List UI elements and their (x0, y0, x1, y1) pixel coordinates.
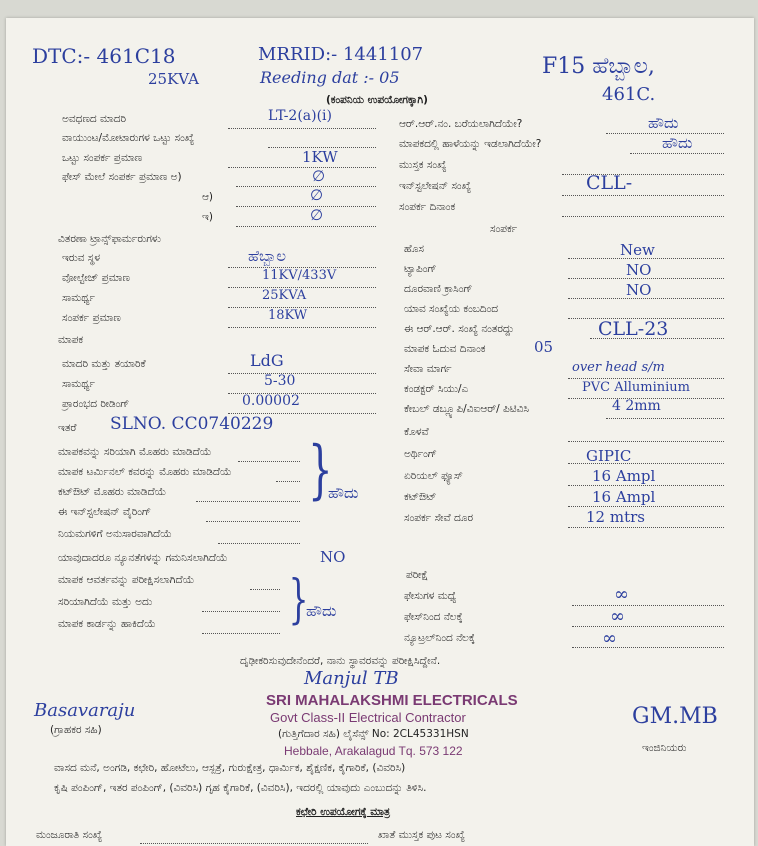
premises-types-line-1: ವಾಸದ ಮನೆ, ಅಂಗಡಿ, ಕಛೇರಿ, ಹೋಟೆಲು, ಆಸ್ಪತ್ರೆ, ಗುರುಕ್ಷೇತ್ರ, ಧಾರ್ಮಿಕ, ಶೈಕ್ಷಣಿಕ, ಕೈಗಾರಿಕೆ, (ವಿವರಿಸಿ) (54, 762, 406, 774)
application-form-page (6, 18, 754, 846)
right-value-18: 16 Ampl (592, 488, 656, 506)
left-label-3: ಫೇಸ್ ಮೇಲೆ ಸಂಪರ್ಕ ಪ್ರಮಾಣ ಅ) (62, 171, 182, 183)
feeder-code-handwritten: 461C. (602, 84, 656, 105)
right-value-17: 16 Ampl (592, 467, 656, 485)
left-value-21: NO (320, 548, 346, 566)
left-label-8: ವೋಲ್ಟೇಜ್ ಪ್ರಮಾಣ (62, 272, 130, 284)
right-label-14: ಕೇಬಲ್ ಡಬ್ಲ್ಯೂಪಿ/ವಿಐಆರ್/ ಪಿಟಿವಿಸಿ (404, 403, 529, 415)
right-value-7: NO (626, 261, 652, 279)
left-label-24: ಮಾಪಕ ಕಾರ್ಡನ್ನು ಹಾಕಿದೆಯೆ (58, 618, 156, 630)
left-label-1: ವಾಯುಂಟ/ಮೋಟಾರುಗಳ ಒಟ್ಟು ಸಂಖ್ಯೆ (62, 132, 195, 144)
engineer-signature-label: ಇಂಜಿನಿಯರು (642, 742, 687, 754)
left-value-5: ∅ (310, 206, 324, 224)
left-line-16 (238, 461, 300, 462)
left-value-14: 0.00002 (242, 393, 300, 409)
right-label-11: ಮಾಪಕ ಓದುವ ದಿನಾಂಕ (404, 343, 486, 355)
sanction-number-line (140, 843, 368, 844)
left-line-20 (218, 543, 300, 544)
right-label-13: ಕಂಡಕ್ಟರ್ ಸಿಯು/ಎ (404, 383, 469, 395)
left-value-15: SLNO. CC0740229 (110, 414, 274, 434)
left-line-22 (250, 589, 280, 590)
left-line-10 (228, 327, 376, 328)
right-value-24: ∞ (602, 628, 617, 649)
right-value-0: ಹೌದು (648, 114, 679, 132)
right-label-9: ಯಾವ ಸಂಖ್ಯೆಯ ಕಂಬದಿಂದ (404, 303, 499, 315)
applicant-signature: Basavaraju (34, 700, 136, 721)
left-value-10: 18KW (268, 308, 308, 323)
right-label-16: ಅರ್ಥಿಂಗ್ (404, 448, 437, 460)
applicant-signature-label: (ಗ್ರಾಹಕರ ಸಹಿ) (50, 724, 102, 736)
right-line-12 (568, 378, 724, 379)
left-label-2: ಒಟ್ಟು ಸಂಪರ್ಕ ಪ್ರಮಾಣ (62, 152, 143, 164)
right-line-4 (562, 216, 724, 217)
right-line-19 (568, 527, 724, 528)
right-value-8: NO (626, 281, 652, 299)
left-label-17: ಮಾಪಕ ಟರ್ಮಿನಲ್ ಕವರನ್ನು ಮೊಹರು ಮಾಡಿದೆಯೆ (58, 466, 232, 478)
right-label-2: ಮುಸ್ತಕ ಸಂಖ್ಯೆ (399, 159, 447, 171)
left-label-7: ಇರುವ ಸ್ಥಳ (62, 252, 101, 264)
left-label-4: ಆ) (202, 191, 214, 203)
left-label-5: ಇ) (202, 211, 213, 223)
stamp-address: Hebbale, Arakalagud Tq. 573 122 (284, 744, 463, 758)
left-value-3: ∅ (312, 167, 326, 185)
left-label-6: ವಿತರಣಾ ಟ್ರಾನ್ಸ್‌ಫಾರ್ಮರುಗಳು (58, 233, 161, 245)
right-line-14 (606, 418, 724, 419)
reading-date-handwritten: Reeding dat :- 05 (260, 68, 400, 87)
left-value-12: LdG (250, 351, 284, 370)
contractor-signature-label: (ಗುತ್ತಿಗೆದಾರ ಸಹಿ) ಲೈಸೆನ್ಸ್ No: 2CL45331HSN (278, 728, 469, 740)
right-value-13: PVC Alluminium (582, 380, 691, 395)
right-value-14: 4 2mm (612, 398, 661, 414)
sanction-number-label: ಮಂಜೂರಾತಿ ಸಂಖ್ಯೆ (36, 829, 103, 841)
left-label-12: ಮಾದರಿ ಮತ್ತು ತಯಾರಿಕೆ (62, 358, 146, 370)
certification-text: ದೃಢೀಕರಿಸುವುದೇನೆಂದರೆ, ನಾನು ಸ್ಥಾವರವನ್ನು ಪರೀಕ್ಷಿಸಿದ್ದೇನೆ. (240, 655, 441, 667)
right-value-1: ಹೌದು (662, 134, 693, 152)
right-value-16: GIPIC (586, 447, 632, 465)
left-value-2: 1KW (302, 148, 338, 166)
left-line-12 (228, 373, 376, 374)
right-line-18 (568, 506, 724, 507)
right-label-19: ಸಂಪರ್ಕ ಸೇವೆ ದೂರ (404, 512, 474, 524)
right-line-15 (568, 441, 724, 442)
left-value-7: ಹೆಬ್ಬಾಲ (248, 247, 286, 265)
brace-2-icon: } (288, 570, 309, 630)
left-line-2 (228, 167, 376, 168)
brace-yes-2: ಹೌದು (306, 602, 337, 620)
right-label-4: ಸಂಪರ್ಕ ದಿನಾಂಕ (399, 201, 456, 213)
right-label-0: ಆರ್.ಆರ್.ನಂ. ಬರೆಯಲಾಗಿದೆಯೇ? (399, 118, 523, 130)
right-label-18: ಕಟ್‌ಔಟ್ (404, 491, 437, 503)
right-value-23: ∞ (610, 606, 625, 627)
left-label-9: ಸಾಮರ್ಥ್ಯ (62, 292, 95, 304)
left-line-24 (202, 633, 280, 634)
right-label-23: ಫೇಸ್‌ನಿಂದ ನೆಲಕ್ಕೆ (404, 611, 463, 623)
left-value-8: 11KV/433V (262, 268, 337, 283)
left-label-16: ಮಾಪಕವನ್ನು ಸರಿಯಾಗಿ ಮೊಹರು ಮಾಡಿದೆಯೆ (58, 446, 212, 458)
right-label-22: ಫೇಸುಗಳ ಮಧ್ಯೆ (404, 590, 457, 602)
left-label-20: ನಿಯಮಗಳಿಗೆ ಅನುಸಾರವಾಗಿದೆಯೆ (58, 528, 172, 540)
right-line-22 (572, 605, 724, 606)
capacity-handwritten: 25KVA (148, 70, 199, 88)
ledger-page-label: ಖಾತೆ ಮುಸ್ತಕ ಪುಟ ಸಂಖ್ಯೆ (378, 829, 466, 841)
left-label-14: ಪ್ರಾರಂಭದ ರೀಡಿಂಗ್ (62, 398, 130, 410)
left-label-0: ಅವಧಣದ ಮಾದರಿ (62, 113, 127, 125)
engineer-signature: GM.MB (632, 704, 718, 729)
left-line-3 (236, 186, 376, 187)
right-value-10: CLL-23 (598, 318, 669, 340)
left-line-0 (228, 128, 376, 129)
brace-1-icon: } (308, 433, 333, 507)
right-value-22: ∞ (614, 584, 629, 605)
right-label-7: ಟ್ಯಾಪಿಂಗ್ (404, 263, 437, 275)
left-label-15: ಇತರೆ (58, 422, 77, 434)
left-label-21: ಯಾವುದಾದರೂ ನ್ಯೂನತೆಗಳನ್ನು ಗಮನಿಸಲಾಗಿದೆಯೆ (58, 552, 228, 564)
left-line-17 (276, 481, 300, 482)
rrid-handwritten: MRRID:- 1441107 (258, 44, 424, 65)
contractor-signature: Manjul TB (304, 668, 399, 689)
right-line-1 (630, 153, 724, 154)
right-value-3: CLL- (586, 172, 633, 194)
left-label-10: ಸಂಪರ್ಕ ಪ್ರಮಾಣ (62, 312, 121, 324)
premises-types-line-2: ಕೃಷಿ ಪಂಪಿಂಗ್, ಇತರ ಪಂಪಿಂಗ್, (ವಿವರಿಸಿ) ಗೃಹ ಕೈಗಾರಿಕೆ, (ವಿವರಿಸಿ), ಇದರಲ್ಲಿ ಯಾವುದು ಎಂಬುದನ್ನು ತಿಳಿಸಿ. (54, 782, 427, 794)
left-value-13: 5-30 (264, 373, 296, 389)
right-label-10: ಈ ಆರ್.ಆರ್. ಸಂಖ್ಯೆ ನಂತರದ್ದು (404, 323, 515, 335)
brace-yes-1: ಹೌದು (328, 484, 359, 502)
right-value-12: over head s/m (572, 360, 665, 375)
right-label-17: ಏರಿಯಲ್ ಫ್ಯೂಸ್ (404, 470, 463, 482)
right-label-6: ಹೊಸ (404, 243, 424, 255)
right-label-8: ದೂರವಾಣಿ ಕ್ರಾಸಿಂಗ್ (404, 283, 473, 295)
left-line-23 (202, 611, 280, 612)
right-label-21: ಪರೀಕ್ಷೆ (406, 569, 429, 581)
left-value-0: LT-2(a)(i) (268, 108, 332, 124)
right-label-1: ಮಾಪಕದಲ್ಲಿ ಹಾಳೆಯನ್ನು ಇಡಲಾಗಿದೆಯೇ? (399, 138, 542, 150)
right-label-3: ಇನ್‌ಸ್ಟಲೇಷನ್ ಸಂಖ್ಯೆ (399, 180, 472, 192)
stamp-firm-name: SRI MAHALAKSHMI ELECTRICALS (266, 692, 518, 709)
office-use-heading: (ಕಂಪನಿಯ ಉಪಯೋಗಕ್ಕಾಗಿ) (326, 94, 428, 106)
office-use-only-heading: ಕಛೇರಿ ಉಪಯೋಗಕ್ಕೆ ಮಾತ್ರ (296, 806, 391, 818)
right-label-12: ಸೇವಾ ಮಾರ್ಗ (404, 363, 452, 375)
stamp-contractor-class: Govt Class-II Electrical Contractor (270, 710, 466, 725)
right-value-6: New (620, 241, 655, 259)
left-line-19 (206, 521, 300, 522)
right-line-3 (562, 195, 724, 196)
right-label-24: ನ್ಯೂಟ್ರಲ್‌ನಿಂದ ನೆಲಕ್ಕೆ (404, 632, 475, 644)
right-label-15: ಕೊಳವೆ (404, 426, 429, 438)
left-label-13: ಸಾಮರ್ಥ್ಯ (62, 378, 95, 390)
right-label-5: ಸಂಪರ್ಕ (490, 223, 518, 235)
left-label-18: ಕಟ್‌ಔಟ್ ಮೊಹರು ಮಾಡಿದೆಯೆ (58, 486, 167, 498)
left-line-18 (196, 501, 300, 502)
left-value-4: ∅ (310, 186, 324, 204)
left-value-9: 25KVA (262, 288, 307, 303)
left-label-11: ಮಾಪಕ (58, 334, 84, 346)
right-value-19: 12 mtrs (586, 508, 645, 526)
dtc-handwritten: DTC:- 461C18 (32, 44, 176, 68)
right-value-11: 05 (534, 338, 554, 356)
left-line-4 (236, 206, 376, 207)
right-line-17 (568, 485, 724, 486)
right-line-24 (572, 647, 724, 648)
left-line-5 (236, 226, 376, 227)
feeder-handwritten: F15 ಹೆಬ್ಬಾಲ, (542, 54, 655, 79)
right-line-23 (572, 626, 724, 627)
left-label-19: ಈ ಇನ್‌ಸ್ಟಲೇಷನ್ ವೈರಿಂಗ್ (58, 506, 152, 518)
left-label-23: ಸರಿಯಾಗಿದೆಯೆ ಮತ್ತು ಅದು (58, 596, 153, 608)
left-label-22: ಮಾಪಕ ಆವರ್ತವನ್ನು ಪರೀಕ್ಷಿಸಲಾಗಿದೆಯೆ (58, 574, 195, 586)
